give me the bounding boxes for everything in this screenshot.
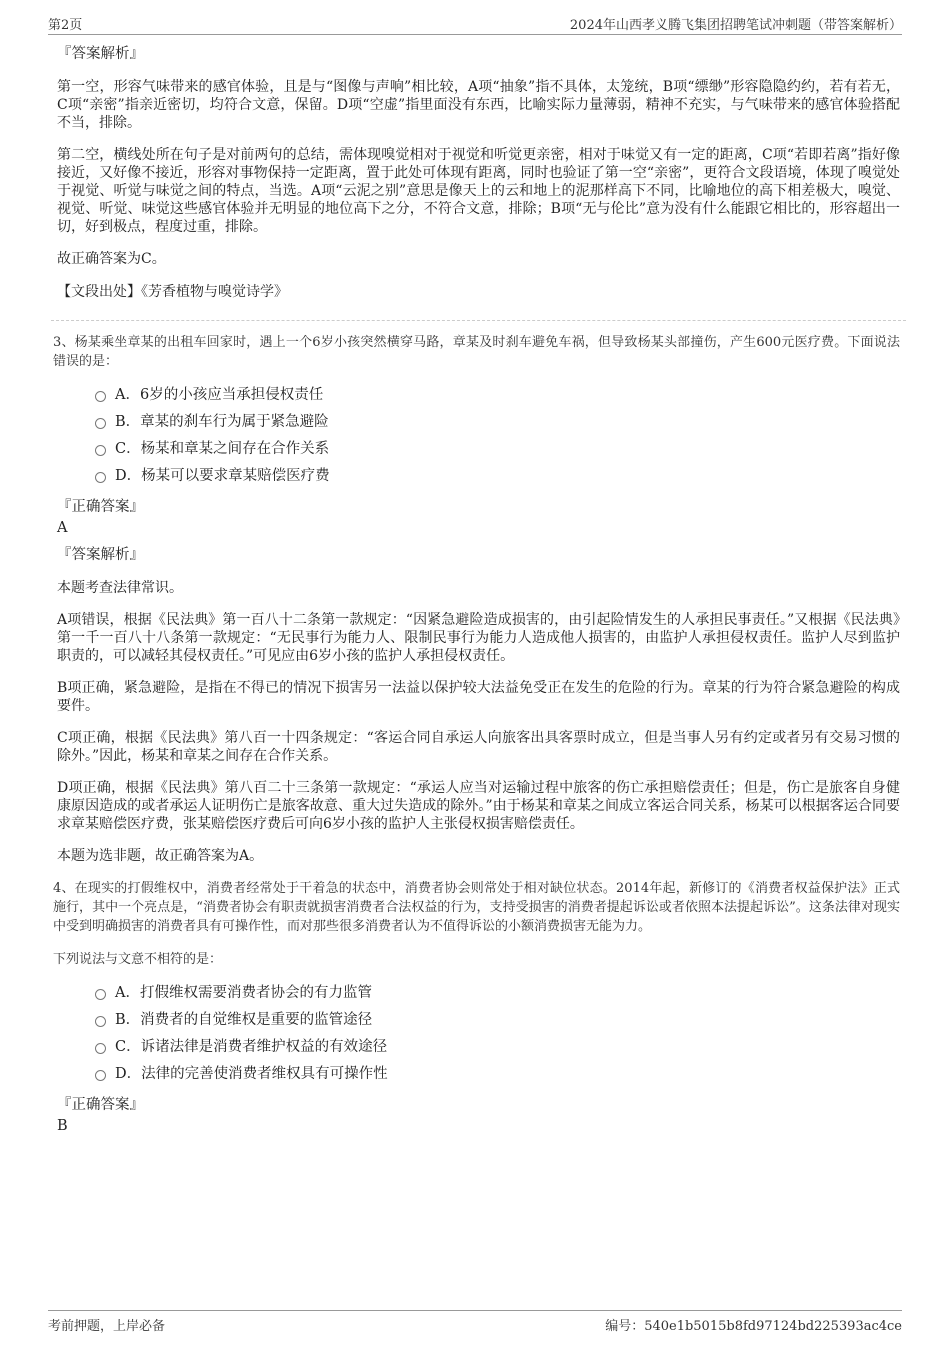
analysis-conclusion: 故正确答案为C。 <box>57 251 166 267</box>
analysis-label: 『答案解析』 <box>57 46 144 62</box>
radio-icon[interactable] <box>95 989 106 1000</box>
option-c[interactable] <box>95 1037 900 1064</box>
correct-answer: A <box>57 520 68 536</box>
analysis-conclusion: 本题为选非题，故正确答案为A。 <box>57 848 264 864</box>
option-a[interactable] <box>95 983 900 1010</box>
option-b[interactable] <box>95 412 900 439</box>
radio-icon[interactable] <box>95 1016 106 1027</box>
option-a[interactable] <box>95 385 900 412</box>
question-4-options <box>95 983 900 1091</box>
radio-icon[interactable] <box>95 1043 106 1054</box>
correct-answer-label: 『正确答案』 <box>57 499 144 515</box>
correct-answer: B <box>57 1118 68 1134</box>
passage-source: 【文段出处】《芳香植物与嗅觉诗学》 <box>57 284 288 300</box>
option-d[interactable] <box>95 1064 900 1091</box>
option-label: C．杨某和章某之间存在合作关系 <box>115 441 330 457</box>
analysis-paragraph: C项正确，根据《民法典》第八百一十四条规定：“客运合同自承运人向旅客出具客票时成立，但是当事人另有约定或者另有交易习惯的除外。”因此，杨某和章某之间存在合作关系。 <box>57 730 900 764</box>
page-content <box>53 44 900 1143</box>
option-label: A．6岁的小孩应当承担侵权责任 <box>115 387 324 403</box>
option-label: A．打假维权需要消费者协会的有力监管 <box>115 985 372 1001</box>
question-divider <box>51 320 906 321</box>
question-4-stem: 4、在现实的打假维权中，消费者经常处于干着急的状态中，消费者协会则常处于相对缺位状态。2014年起，新修订的《消费者权益保护法》正式施行，其中一个亮点是，“消费者协会有职责就损害消费者合法权益的行为，支持受损害的消费者提起诉讼或者依照本法提起诉讼”。这条法律对现实中受到明确损害的消费者具有可操作性，而对那些很多消费者认为不值得诉讼的小额消费损害无能为力。 <box>53 881 900 934</box>
radio-icon[interactable] <box>95 472 106 483</box>
footer-slogan: 考前押题，上岸必备 <box>48 1319 166 1334</box>
radio-icon[interactable] <box>95 1070 106 1081</box>
analysis-paragraph: 第二空，横线处所在句子是对前两句的总结，需体现嗅觉相对于视觉和听觉更亲密，相对于味觉又有一定的距离，C项“若即若离”指好像接近，又好像不接近，形容对事物保持一定距离，置于此处可体现有距离，同时也验证了第一空“亲密”，更符合文段语境，体现了嗅觉处于视觉、听觉与味觉之间的特点，当选。A项“云泥之别”意思是像天上的云和地上的泥那样高下不同，比喻地位的高下相差极大，嗅觉、视觉、听觉、味觉这些感官体验并无明显的地位高下之分，不符合文意，排除；B项“无与伦比”意为没有什么能跟它相比的，形容超出一切，好到极点，程度过重，排除。 <box>57 147 900 235</box>
page-header <box>48 12 902 35</box>
option-c[interactable] <box>95 439 900 466</box>
analysis-paragraph: A项错误，根据《民法典》第一百八十二条第一款规定：“因紧急避险造成损害的，由引起险情发生的人承担民事责任。”又根据《民法典》第一千一百八十八条第一款规定：“无民事行为能力人、限制民事行为能力人造成他人损害的，由监护人承担侵权责任。监护人尽到监护职责的，可以减轻其侵权责任。”可见应由6岁小孩的监护人承担侵权责任。 <box>57 612 900 664</box>
option-d[interactable] <box>95 466 900 493</box>
option-label: D．法律的完善使消费者维权具有可操作性 <box>115 1066 388 1082</box>
analysis-paragraph: D项正确，根据《民法典》第八百二十三条第一款规定：“承运人应当对运输过程中旅客的伤亡承担赔偿责任；但是，伤亡是旅客自身健康原因造成的或者承运人证明伤亡是旅客故意、重大过失造成的除外。”由于杨某和章某之间成立客运合同关系，杨某可以根据客运合同要求章某赔偿医疗费，张某赔偿医疗费后可向6岁小孩的监护人主张侵权损害赔偿责任。 <box>57 780 900 832</box>
document-title: 2024年山西孝义腾飞集团招聘笔试冲刺题（带答案解析） <box>569 18 902 33</box>
question-4-prompt: 下列说法与文意不相符的是： <box>53 952 223 967</box>
radio-icon[interactable] <box>95 391 106 402</box>
radio-icon[interactable] <box>95 445 106 456</box>
option-label: B．章某的刹车行为属于紧急避险 <box>115 414 329 430</box>
option-label: B．消费者的自觉维权是重要的监管途径 <box>115 1012 373 1028</box>
radio-icon[interactable] <box>95 418 106 429</box>
option-label: D．杨某可以要求章某赔偿医疗费 <box>115 468 330 484</box>
question-3-options <box>95 385 900 493</box>
analysis-paragraph: 第一空，形容气味带来的感官体验，且是与“图像与声响”相比较，A项“抽象”指不具体，太笼统，B项“缥缈”形容隐隐约约，若有若无，C项“亲密”指亲近密切，均符合文意，保留。D项“空虚”指里面没有东西，比喻实际力量薄弱，精神不充实，与气味带来的感官体验搭配不当，排除。 <box>57 79 900 131</box>
option-label: C．诉诸法律是消费者维护权益的有效途径 <box>115 1039 388 1055</box>
option-b[interactable] <box>95 1010 900 1037</box>
question-3-stem: 3、杨某乘坐章某的出租车回家时，遇上一个6岁小孩突然横穿马路，章某及时刹车避免车祸，但导致杨某头部撞伤，产生600元医疗费。下面说法错误的是： <box>53 335 900 369</box>
page-number: 第2页 <box>48 18 83 33</box>
correct-answer-label: 『正确答案』 <box>57 1097 144 1113</box>
page-footer <box>48 1310 902 1335</box>
analysis-paragraph: B项正确，紧急避险，是指在不得已的情况下损害另一法益以保护较大法益免受正在发生的危险的行为。章某的行为符合紧急避险的构成要件。 <box>57 680 900 714</box>
analysis-paragraph: 本题考查法律常识。 <box>57 580 183 596</box>
analysis-label: 『答案解析』 <box>57 547 144 563</box>
document-id: 编号：540e1b5015b8fd97124bd225393ac4ce <box>605 1319 902 1334</box>
